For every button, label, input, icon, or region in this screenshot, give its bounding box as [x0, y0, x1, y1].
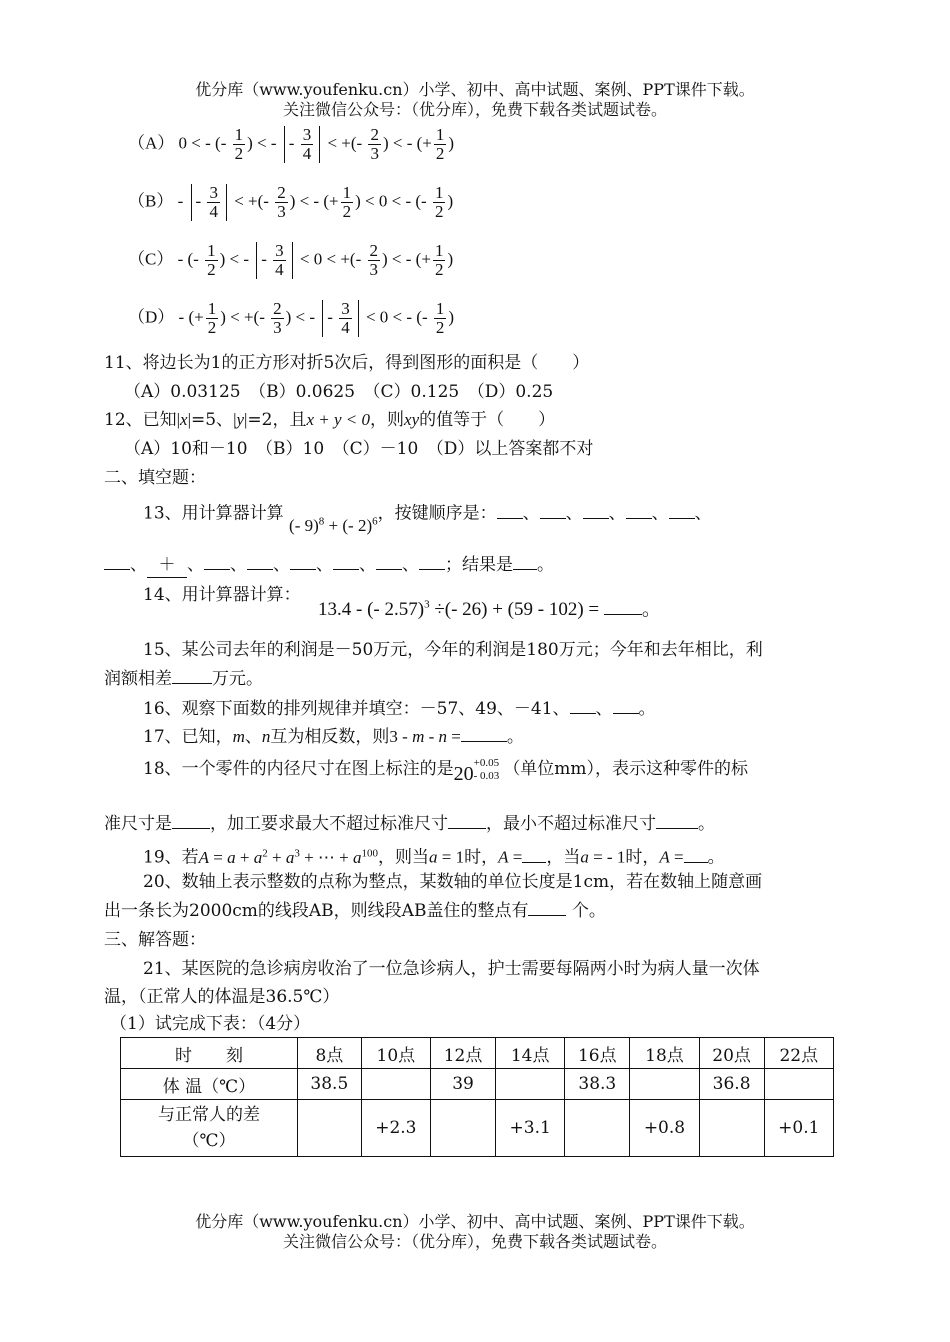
q16: 16、观察下面数的排列规律并填空：－57、49、－41、 、 。 — [143, 699, 656, 719]
q15-line-2: 润额相差 万元。 — [104, 669, 263, 689]
q10-option-a: （A） 0 < - (- $\frac{1}{2}$ ) < - - $\frac{3}{4}$ < +(- $\frac{2}{3}$ ) < - (+ $\frac{1}{2}$ ) — [128, 125, 455, 163]
table-header-cell: 8点 — [298, 1038, 362, 1069]
table-cell: +0.1 — [764, 1100, 833, 1157]
q18-line-2: 准尺寸是 ，加工要求最大不超过标准尺寸 ，最小不超过标准尺寸 。 — [104, 814, 715, 834]
table-cell — [630, 1069, 699, 1100]
q19: 19、若$A = a + a^2 + a^3$ + ⋯ + $a^{100}$，则当a = 1时，A = ，当a = - 1时，A = 。 — [143, 847, 725, 868]
table-header-cell: 14点 — [496, 1038, 565, 1069]
section-2-title: 二、填空题： — [104, 468, 206, 488]
table-header-cell: 时 刻 — [121, 1038, 298, 1069]
table-header-cell: 22点 — [764, 1038, 833, 1069]
table-cell: +3.1 — [496, 1100, 565, 1157]
q11-options: （A）0.03125 （B）0.0625 （C）0.125 （D）0.25 — [124, 382, 554, 402]
table-cell — [298, 1100, 362, 1157]
table-cell — [699, 1100, 764, 1157]
table-header-row — [121, 1038, 834, 1069]
table-cell: 39 — [431, 1069, 496, 1100]
table-row-difference — [121, 1100, 834, 1157]
section-3-title: 三、解答题： — [104, 930, 206, 950]
table-header-cell: 12点 — [431, 1038, 496, 1069]
q10-option-c: （C） - (- $\frac{1}{2}$ ) < - - $\frac{3}{4}$ < 0 < +(- $\frac{2}{3}$ ) < - (+ $\frac{1}{2}$ ) — [128, 241, 454, 279]
q21-line-1: 21、某医院的急诊病房收治了一位急诊病人，护士需要每隔两小时为病人量一次体 — [143, 959, 760, 979]
q21-line-2: 温，（正常人的体温是36.5℃） — [104, 987, 340, 1007]
q10-option-b: （B） - - $\frac{3}{4}$ < +(- $\frac{2}{3}$ ) < - (+ $\frac{1}{2}$ ) < 0 < - (- $\frac{1}{2}$ ) — [128, 183, 454, 221]
table-cell — [764, 1069, 833, 1100]
q13-line-1: 13、用计算器计算 (- 9)$^8$ + (- 2)$^6$，按键顺序是： 、 、 、 、 、 — [143, 503, 712, 535]
q12-stem: 12、已知|x|=5、|y|=2，且x + y < 0，则xy的值等于（ ） — [104, 410, 556, 430]
table-cell — [565, 1100, 630, 1157]
footer-line-1: 优分库（www.youfenku.cn）小学、初中、高中试题、案例、PPT课件下载。 — [195, 1212, 755, 1231]
q12-options: （A）10和－10 （B）10 （C）－10 （D）以上答案都不对 — [124, 439, 594, 459]
table-header-cell: 18点 — [630, 1038, 699, 1069]
table-cell: 38.3 — [565, 1069, 630, 1100]
q14-label: 14、用计算器计算： — [143, 585, 301, 605]
q20-line-1: 20、数轴上表示整数的点称为整点，某数轴的单位长度是1cm，若在数轴上随意画 — [143, 872, 763, 892]
table-cell: +0.8 — [630, 1100, 699, 1157]
temperature-table — [120, 1037, 834, 1157]
q11-stem: 11、将边长为1的正方形对折5次后，得到图形的面积是（ ） — [104, 353, 590, 373]
table-row-label: 与正常人的差（℃） — [121, 1100, 298, 1157]
q21-sub-1: （1）试完成下表：（4分） — [110, 1014, 311, 1034]
table-row-label: 体 温（℃） — [121, 1069, 298, 1100]
table-cell — [361, 1069, 430, 1100]
table-cell: 36.8 — [699, 1069, 764, 1100]
header-line-2: 关注微信公众号：（优分库），免费下载各类试题试卷。 — [282, 100, 667, 119]
header-line-1: 优分库（www.youfenku.cn）小学、初中、高中试题、案例、PPT课件下载。 — [195, 80, 755, 99]
table-cell: +2.3 — [361, 1100, 430, 1157]
q13-line-2: 、 ＋ 、 、 、 、 、 、 ；结果是 。 — [104, 553, 554, 578]
q10-option-d: （D） - (+ $\frac{1}{2}$ ) < +(- $\frac{2}{3}$ ) < - - $\frac{3}{4}$ < 0 < - (- $\frac{1}{2}$ ) — [128, 299, 455, 337]
q15-line-1: 15、某公司去年的利润是－50万元，今年的利润是180万元；今年和去年相比，利 — [143, 640, 763, 660]
q17: 17、已知，m、n互为相反数，则3 - m - n = 。 — [143, 727, 524, 747]
table-header-cell: 20点 — [699, 1038, 764, 1069]
footer-line-2: 关注微信公众号：（优分库），免费下载各类试题试卷。 — [282, 1232, 667, 1251]
q20-line-2: 出一条长为2000cm的线段AB，则线段AB盖住的整点有 个。 — [104, 901, 606, 921]
q14-expression: 13.4 - (- 2.57)$^3$ ÷(- 26) + (59 - 102) = 。 — [318, 598, 661, 620]
table-cell — [496, 1069, 565, 1100]
table-cell: 38.5 — [298, 1069, 362, 1100]
table-header-cell: 16点 — [565, 1038, 630, 1069]
table-header-cell: 10点 — [361, 1038, 430, 1069]
table-cell — [431, 1100, 496, 1157]
table-row-temperature — [121, 1069, 834, 1100]
q18-line-1: 18、一个零件的内径尺寸在图上标注的是20+0.05 - 0.03 （单位mm），表示这种零件的标 — [143, 756, 749, 785]
